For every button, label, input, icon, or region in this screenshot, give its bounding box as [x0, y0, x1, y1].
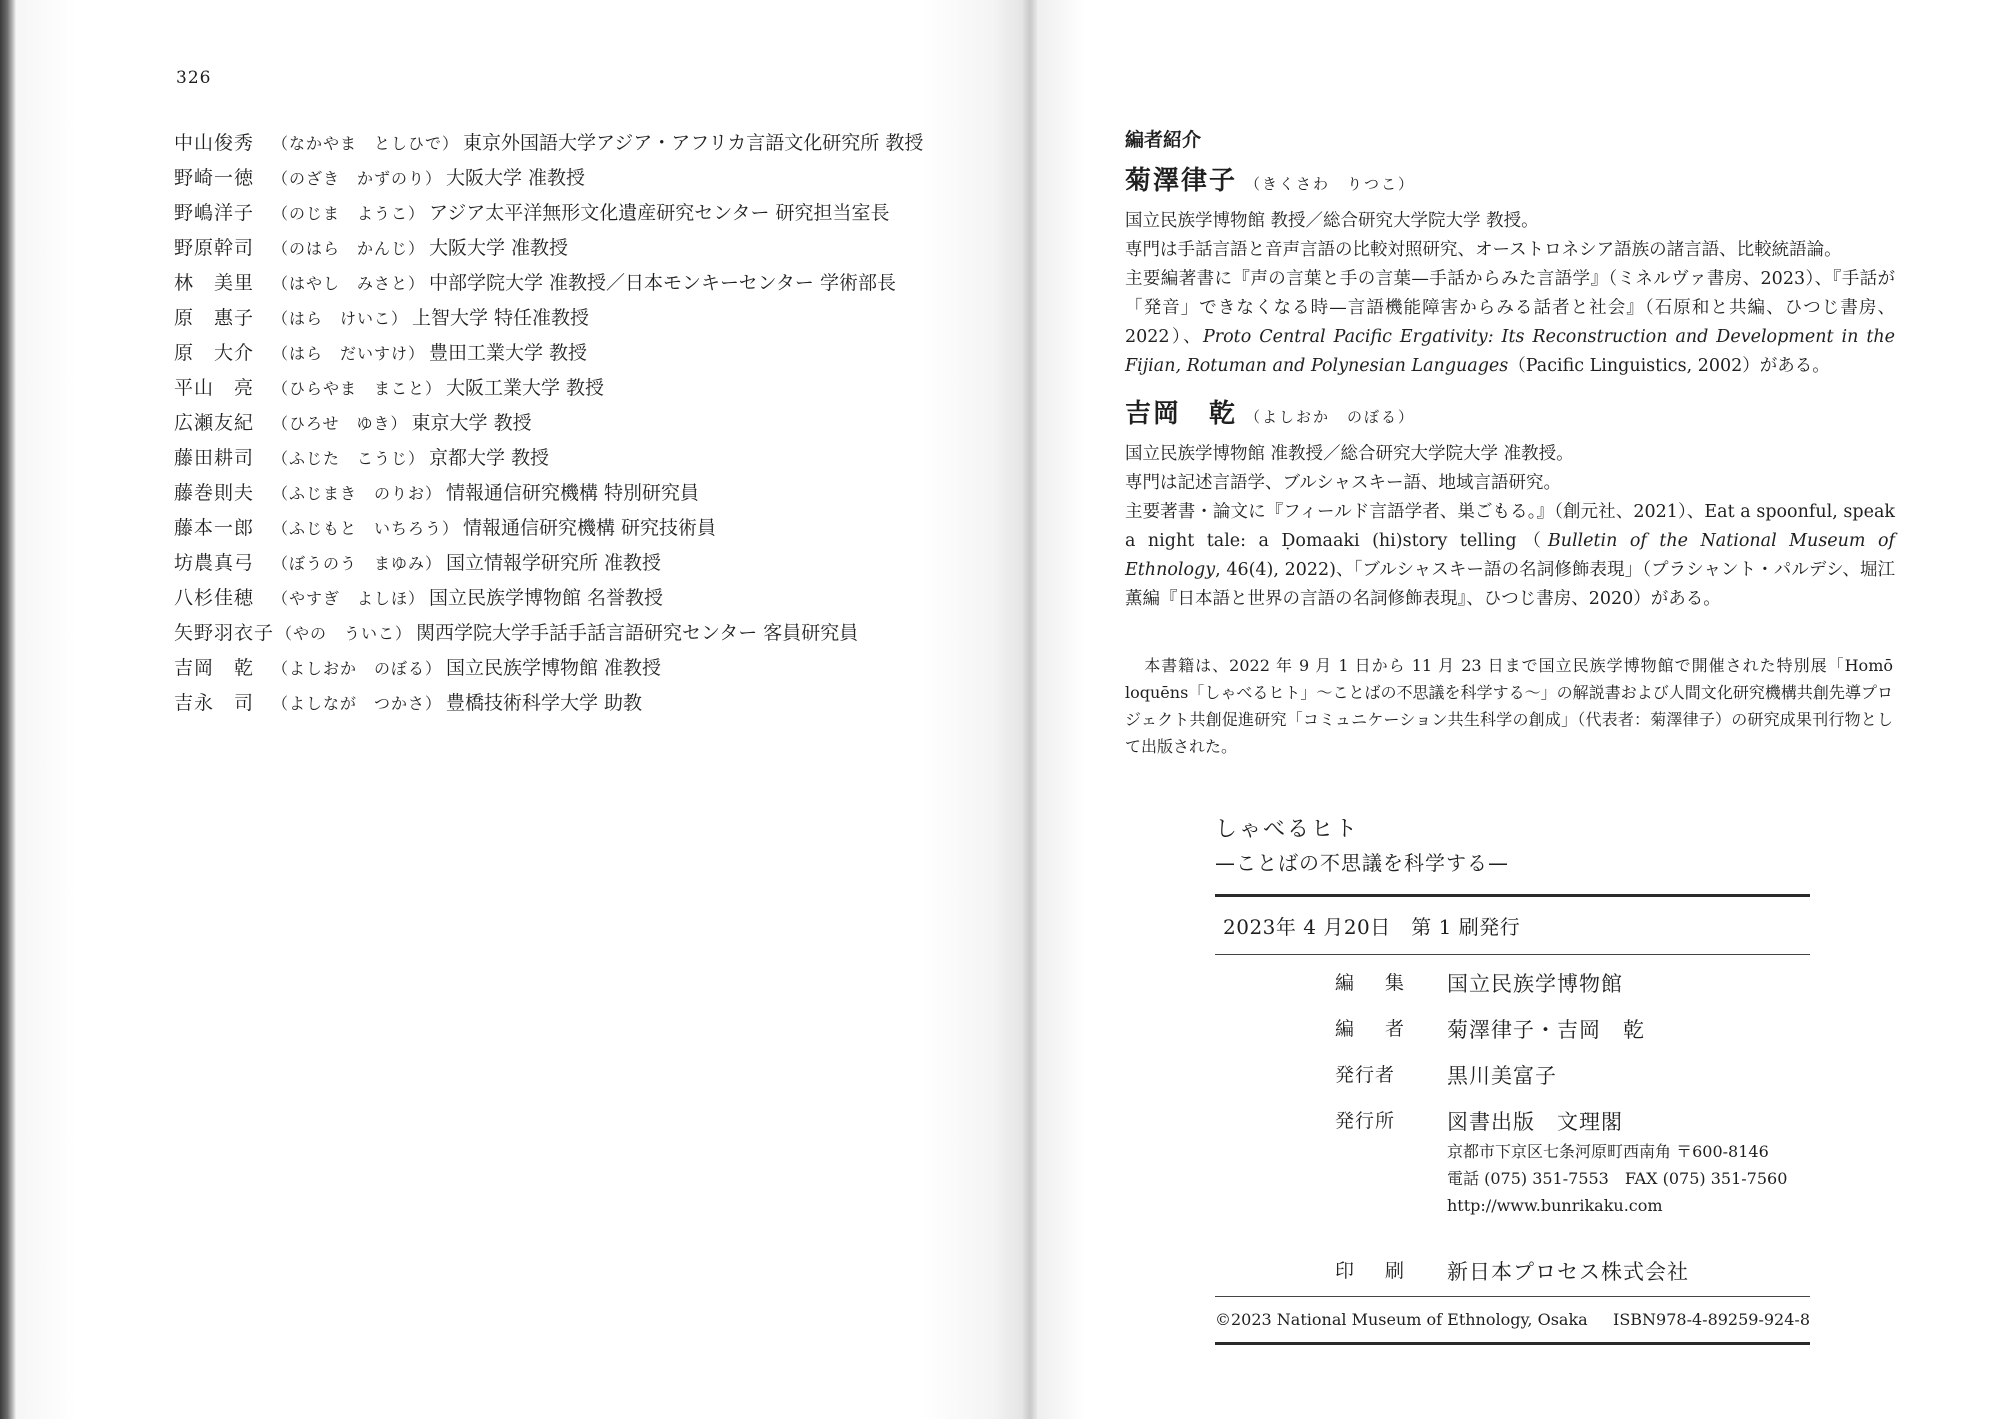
list-item [174, 476, 1014, 511]
publisher-phone: 電話 (075) 351-7553 FAX (075) 351-7560 [1447, 1169, 1788, 1188]
book-subtitle: —ことばの不思議を科学する— [1215, 851, 1509, 875]
contributor-reading: （はやし みさと） [272, 274, 426, 293]
credit-role: 発行者 [1335, 1064, 1396, 1086]
contributor-name: 吉永 司 [174, 692, 255, 714]
contributor-reading: （のざき かずのり） [272, 169, 443, 188]
note-text: 本書籍は、2022 年 9 月 1 日から 11 月 23 日まで国立民族学博物館で開催された特別展「Homō loquēns「しゃべるヒト」～ことばの不思議を科学する～」の解説書および人間文化研究機構共創先導プロジェクト共創促進研究「コミュニケーション共生科学の創成」（代表者：菊澤律子）の研究成果刊行物として出版された。 [1125, 656, 1893, 756]
contributor-name: 八杉佳穂 [174, 587, 255, 609]
editor-bio [1125, 207, 1895, 381]
contributor-reading: （やすぎ よしほ） [272, 589, 426, 608]
editor-reading: （よしおか のぼる） [1245, 408, 1416, 426]
contributor-affiliation: 国立情報学研究所 准教授 [446, 552, 662, 574]
contributor-affiliation: 豊田工業大学 教授 [429, 342, 588, 364]
list-item [174, 371, 1014, 406]
editors-section [1125, 125, 1895, 626]
list-item [174, 441, 1014, 476]
editor-position: 国立民族学博物館 准教授／総合研究大学院大学 准教授。 [1125, 444, 1574, 464]
book-title: しゃべるヒト [1215, 817, 1360, 842]
contributor-name: 中山俊秀 [174, 132, 255, 154]
credit-role: 発行所 [1335, 1110, 1396, 1132]
editor-position: 国立民族学博物館 教授／総合研究大学院大学 教授。 [1125, 211, 1539, 231]
contributor-name: 藤巻則夫 [174, 482, 255, 504]
editor-works-text: （Pacific Linguistics, 2002）がある。 [1508, 356, 1830, 376]
editor-works-text: 『手話が「発音」できなくなる時—言語機能障害からみる話者と社会』（石原和と共編、ひつじ書房、2022）、 [1125, 269, 1896, 347]
editor-works [1125, 498, 1895, 614]
credit-role: 編 集 [1335, 972, 1411, 994]
contributor-affiliation: 豊橋技術科学大学 助教 [446, 692, 643, 714]
contributor-name: 広瀬友紀 [174, 412, 255, 434]
list-item [174, 126, 1014, 161]
list-item [174, 336, 1014, 371]
contributor-reading: （のじま ようこ） [272, 204, 426, 223]
list-item [174, 546, 1014, 581]
editor-header [1125, 393, 1895, 430]
editor-specialty: 専門は手話言語と音声言語の比較対照研究、オーストロネシア語族の諸言語、比較統語論。 [1125, 240, 1842, 260]
book-binding-edge [0, 0, 16, 1419]
colophon-rule [1215, 1342, 1810, 1345]
credit-role: 編 者 [1335, 1018, 1411, 1040]
contributor-affiliation: 国立民族学博物館 名誉教授 [429, 587, 664, 609]
isbn-text: ISBN978-4-89259-924-8 [1613, 1310, 1810, 1329]
publisher-block [1447, 1106, 1787, 1219]
publication-note [1125, 652, 1893, 760]
publisher-contact [1447, 1138, 1787, 1219]
list-item [174, 231, 1014, 266]
copyright-line [1215, 1310, 1810, 1329]
colophon-credits [1335, 968, 1815, 1235]
contributor-affiliation: アジア太平洋無形文化遺産研究センター 研究担当室長 [429, 202, 890, 224]
contributor-affiliation: 国立民族学博物館 准教授 [446, 657, 662, 679]
editor-reading: （きくさわ りつこ） [1245, 175, 1416, 193]
contributor-name: 吉岡 乾 [174, 657, 255, 679]
contributor-name: 原 大介 [174, 342, 255, 364]
colophon [1215, 812, 1810, 955]
editor-works-title: Proto Central Pacific Ergativity: Its Reconstruction and Development in the Fijian, Rotuman and Polynesian Languages [1125, 327, 1895, 376]
list-item [174, 161, 1014, 196]
contributor-reading: （よしおか のぼる） [272, 659, 443, 678]
contributor-reading: （やの ういこ） [276, 624, 413, 643]
list-item [174, 301, 1014, 336]
contributor-name: 坊農真弓 [174, 552, 255, 574]
credit-role: 印 刷 [1335, 1260, 1411, 1282]
credit-row [1335, 1060, 1815, 1090]
list-item [174, 406, 1014, 441]
contributor-reading: （ひろせ ゆき） [272, 414, 408, 433]
colophon-rule [1215, 954, 1810, 955]
credit-value: 図書出版 文理閣 [1447, 1110, 1623, 1134]
list-item [174, 651, 1014, 686]
contributor-name: 野崎一徳 [174, 167, 255, 189]
editor-works-text: 主要著書・論文に『フィールド言語学者、巣ごもる。』（創元社、2021）、Eat a spoonful, speak a night tale: a Ḍomaaki (hi)story telling（ [1125, 502, 1895, 551]
credit-value: 新日本プロセス株式会社 [1447, 1260, 1689, 1284]
contributor-reading: （なかやま としひで） [272, 134, 460, 153]
contributor-reading: （ふじもと いちろう） [272, 519, 460, 538]
editor-works-text: 主要編著書に『声の言葉と手の言葉—手話からみた言語学』（ミネルヴァ書房、2023）、 [1125, 269, 1833, 289]
editor-bio [1125, 440, 1895, 614]
credit-row [1335, 1106, 1815, 1219]
contributor-reading: （のはら かんじ） [272, 239, 426, 258]
contributor-name: 矢野羽衣子 [174, 622, 275, 644]
contributor-affiliation: 東京外国語大学アジア・アフリカ言語文化研究所 教授 [463, 132, 924, 154]
list-item [174, 616, 1014, 651]
contributor-affiliation: 大阪大学 准教授 [429, 237, 569, 259]
contributor-affiliation: 大阪工業大学 教授 [446, 377, 605, 399]
contributor-name: 平山 亮 [174, 377, 255, 399]
contributor-affiliation: 京都大学 教授 [429, 447, 550, 469]
credit-row [1335, 968, 1815, 998]
contributor-affiliation: 東京大学 教授 [411, 412, 532, 434]
publisher-address: 京都市下京区七条河原町西南角 〒600-8146 [1447, 1142, 1769, 1161]
page-number: 326 [176, 68, 212, 88]
credit-row [1335, 1014, 1815, 1044]
book-gutter [1023, 0, 1037, 1419]
contributor-affiliation: 関西学院大学手話手話言語研究センター 客員研究員 [416, 622, 859, 644]
contributor-affiliation: 大阪大学 准教授 [446, 167, 586, 189]
editor-header [1125, 160, 1895, 197]
credit-value: 菊澤律子・吉岡 乾 [1447, 1018, 1645, 1042]
copyright-text: ©2023 National Museum of Ethnology, Osaka [1215, 1310, 1588, 1329]
contributor-name: 野嶋洋子 [174, 202, 255, 224]
credit-value: 国立民族学博物館 [1447, 972, 1623, 996]
list-item [174, 511, 1014, 546]
editor-specialty: 専門は記述言語学、ブルシャスキー語、地域言語研究。 [1125, 473, 1562, 493]
contributor-list [174, 126, 1014, 721]
left-page [16, 0, 1023, 1419]
colophon-rule [1215, 894, 1810, 897]
contributor-name: 野原幹司 [174, 237, 255, 259]
contributor-name: 原 惠子 [174, 307, 255, 329]
contributor-reading: （ひらやま まこと） [272, 379, 443, 398]
contributor-reading: （はら けいこ） [272, 309, 409, 328]
editor-works-title: Bulletin of the National Museum of Ethnology [1125, 531, 1896, 580]
contributor-reading: （ぼうのう まゆみ） [272, 554, 443, 573]
contributor-reading: （よしなが つかさ） [272, 694, 443, 713]
publisher-url: http://www.bunrikaku.com [1447, 1196, 1663, 1215]
contributor-affiliation: 上智大学 特任准教授 [412, 307, 590, 329]
contributor-affiliation: 情報通信研究機構 研究技術員 [463, 517, 717, 539]
editors-heading: 編者紹介 [1125, 129, 1202, 151]
contributor-reading: （ふじた こうじ） [272, 449, 426, 468]
list-item [174, 686, 1014, 721]
credit-value: 黒川美富子 [1447, 1064, 1557, 1088]
editor-name: 吉岡 乾 [1125, 399, 1238, 429]
contributor-name: 林 美里 [174, 272, 255, 294]
contributor-name: 藤本一郎 [174, 517, 255, 539]
contributor-affiliation: 中部学院大学 准教授／日本モンキーセンター 学術部長 [429, 272, 896, 294]
colophon-rule [1215, 1296, 1810, 1297]
list-item [174, 266, 1014, 301]
editor-works-text: , 46(4), 2022)、「ブルシャスキー語の名詞修飾表現」（プラシャント・パルデシ、堀江薫編『日本語と世界の言語の名詞修飾表現』、ひつじ書房、2020）がある。 [1125, 560, 1895, 609]
list-item [174, 196, 1014, 231]
contributor-affiliation: 情報通信研究機構 特別研究員 [446, 482, 700, 504]
contributor-reading: （はら だいすけ） [272, 344, 426, 363]
list-item [174, 581, 1014, 616]
publication-date: 2023年 4 月20日 第 1 刷発行 [1223, 915, 1521, 939]
contributor-reading: （ふじまき のりお） [272, 484, 443, 503]
editor-name: 菊澤律子 [1125, 166, 1238, 196]
editor-works [1125, 265, 1895, 381]
contributor-name: 藤田耕司 [174, 447, 255, 469]
credit-row [1335, 1256, 1815, 1286]
